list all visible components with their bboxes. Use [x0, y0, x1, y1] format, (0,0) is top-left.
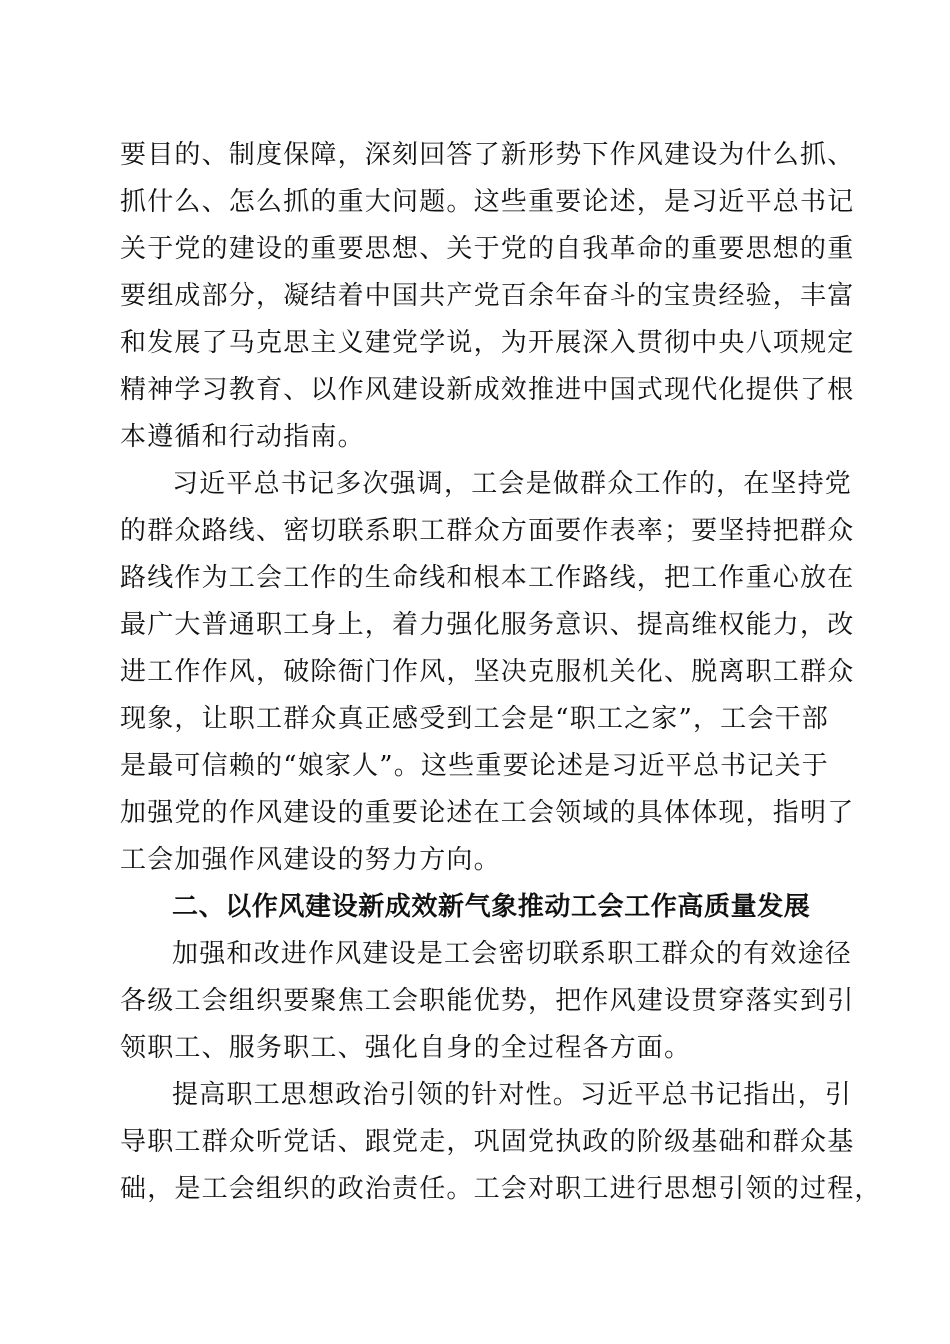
text-line: 路线作为工会工作的生命线和根本工作路线，把工作重心放在 [120, 563, 855, 593]
text-line: 是最可信赖的“娘家人”。这些重要论述是习近平总书记关于 [120, 751, 829, 781]
text-line: 要组成部分，凝结着中国共产党百余年奋斗的宝贵经验，丰富 [120, 281, 855, 311]
text-line: 本遵循和行动指南。 [120, 422, 365, 452]
section-heading: 二、以作风建设新成效新气象推动工会工作高质量发展 [172, 892, 811, 922]
text-line: 工会加强作风建设的努力方向。 [120, 845, 501, 875]
text-line: 抓什么、怎么抓的重大问题。这些重要论述，是习近平总书记 [120, 187, 855, 217]
text-line: 领职工、服务职工、强化自身的全过程各方面。 [120, 1033, 692, 1063]
paragraph-start: 加强和改进作风建设是工会密切联系职工群众的有效途径 [172, 939, 853, 969]
text-line: 础，是工会组织的政治责任。工会对职工进行思想引领的过程， [120, 1174, 882, 1204]
text-line: 加强党的作风建设的重要论述在工会领域的具体体现，指明了 [120, 798, 855, 828]
text-line: 导职工群众听党话、跟党走，巩固党执政的阶级基础和群众基 [120, 1127, 855, 1157]
text-line: 和发展了马克思主义建党学说，为开展深入贯彻中央八项规定 [120, 328, 855, 358]
text-line: 关于党的建设的重要思想、关于党的自我革命的重要思想的重 [120, 234, 855, 264]
text-line: 精神学习教育、以作风建设新成效推进中国式现代化提供了根 [120, 375, 855, 405]
text-line: 进工作作风，破除衙门作风，坚决克服机关化、脱离职工群众 [120, 657, 855, 687]
paragraph-start: 习近平总书记多次强调，工会是做群众工作的，在坚持党 [172, 469, 853, 499]
text-line: 各级工会组织要聚焦工会职能优势，把作风建设贯穿落实到引 [120, 986, 855, 1016]
text-line: 现象，让职工群众真正感受到工会是“职工之家”，工会干部 [120, 704, 829, 734]
text-line: 的群众路线、密切联系职工群众方面要作表率；要坚持把群众 [120, 516, 855, 546]
paragraph-start: 提高职工思想政治引领的针对性。习近平总书记指出，引 [172, 1080, 853, 1110]
text-line: 最广大普通职工身上，着力强化服务意识、提高维权能力，改 [120, 610, 855, 640]
text-line: 要目的、制度保障，深刻回答了新形势下作风建设为什么抓、 [120, 140, 855, 170]
